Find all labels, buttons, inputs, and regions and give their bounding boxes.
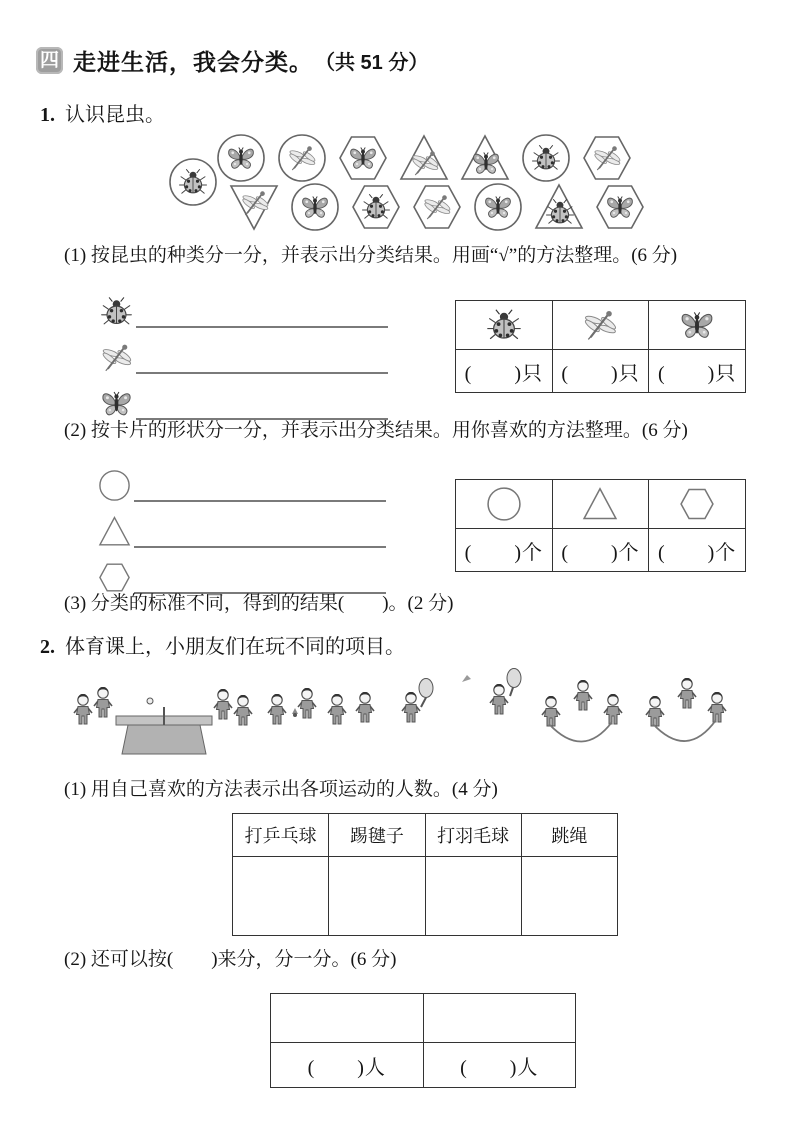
- answer-line-circle: [98, 456, 386, 502]
- shape-count-table: [455, 479, 746, 572]
- header-cell-circle: [456, 480, 553, 529]
- classify-table-empty-row: [271, 994, 576, 1043]
- circle-card-butterfly: [289, 181, 341, 233]
- answer-blank: [134, 454, 386, 502]
- circle-card-ladybug: [167, 156, 219, 208]
- custom-classify-table: [270, 993, 576, 1088]
- q1-part1-answer-lines: [100, 282, 388, 420]
- section-header: [36, 44, 428, 77]
- answer-blank: [134, 500, 386, 548]
- header-cell-butterfly: [649, 301, 746, 350]
- header-cell-triangle: [552, 480, 649, 529]
- ladybug-icon: [486, 307, 522, 343]
- header-cell-hexagon: [649, 480, 746, 529]
- shuttlecock-kick-group: [268, 688, 374, 724]
- header-cell-ladybug: [456, 301, 553, 350]
- circle-card-dragonfly: [276, 132, 328, 184]
- sport-header-pingpong: 打乒乓球: [233, 814, 329, 857]
- answer-blank: [136, 280, 388, 328]
- triangle-icon: [98, 515, 131, 548]
- q2-part1-label: (1) 用自己喜欢的方法表示出各项运动的人数。(4 分): [64, 779, 498, 800]
- insect-count-table: [455, 300, 746, 393]
- question1-title: [40, 98, 165, 127]
- classify-table-count-row: [271, 1043, 576, 1088]
- header-cell-dragonfly: [552, 301, 649, 350]
- q1-part2-answer-lines: [98, 456, 386, 594]
- hexagon-card-ladybug: [350, 181, 402, 233]
- q1-part3-label: (3) 分类的标准不同，得到的结果( )。(2 分): [64, 593, 454, 614]
- answer-blank: [134, 546, 386, 594]
- circle-card-ladybug: [520, 132, 572, 184]
- sport-header-badminton: 打羽毛球: [425, 814, 521, 857]
- section-title: 走进生活，我会分类。: [73, 49, 313, 75]
- circle-icon: [98, 469, 131, 502]
- answer-line-butterfly: [100, 374, 388, 420]
- dragonfly-icon: [100, 341, 133, 374]
- badminton-group: [402, 669, 521, 723]
- triangle-down-card-dragonfly: [228, 181, 280, 233]
- insect-cards-row2: [167, 181, 646, 233]
- section-number-badge: 四: [36, 47, 63, 74]
- triangle-icon: [582, 486, 618, 522]
- insect-cards-row1: [215, 132, 633, 184]
- q1-part2-label: (2) 按卡片的形状分一分，并表示出分类结果。用你喜欢的方法整理。(6 分): [64, 420, 688, 441]
- sport-header-jumprope: 跳绳: [521, 814, 617, 857]
- question1-text: 认识昆虫。: [65, 104, 165, 126]
- ping-pong-group: [74, 687, 252, 754]
- q1-part1-label: (1) 按昆虫的种类分一分，并表示出分类结果。用画“√”的方法整理。(6 分): [64, 245, 678, 266]
- jump-rope-group-a: [542, 680, 622, 742]
- answer-cell: [271, 994, 424, 1043]
- sports-count-table: [232, 813, 618, 936]
- circle-card-butterfly: [215, 132, 267, 184]
- hexagon-card-butterfly: [594, 181, 646, 233]
- answer-line-dragonfly: [100, 328, 388, 374]
- answer-cell: [425, 857, 521, 936]
- circle-icon: [486, 486, 522, 522]
- count-cell-people: ( )人: [423, 1043, 576, 1088]
- answer-line-ladybug: [100, 282, 388, 328]
- triangle-card-ladybug: [533, 181, 585, 233]
- sport-header-shuttlecock: 踢毽子: [329, 814, 425, 857]
- sports-table-header-row: [233, 814, 618, 857]
- question1-number: 1.: [40, 104, 55, 126]
- triangle-card-butterfly: [459, 132, 511, 184]
- section-score: （共 51 分）: [315, 52, 429, 74]
- count-cell: ( )个: [649, 529, 746, 572]
- count-cell: ( )个: [456, 529, 553, 572]
- answer-line-triangle: [98, 502, 386, 548]
- triangle-card-dragonfly: [398, 132, 450, 184]
- answer-cell: [423, 994, 576, 1043]
- butterfly-icon: [679, 307, 715, 343]
- count-cell: ( )只: [552, 350, 649, 393]
- ladybug-icon: [100, 295, 133, 328]
- sports-table-answer-row: [233, 857, 618, 936]
- question2-number: 2.: [40, 636, 55, 658]
- answer-cell: [521, 857, 617, 936]
- hexagon-card-butterfly: [337, 132, 389, 184]
- sports-illustration: [70, 662, 735, 764]
- hexagon-card-dragonfly: [581, 132, 633, 184]
- count-cell: ( )个: [552, 529, 649, 572]
- hexagon-card-dragonfly: [411, 181, 463, 233]
- answer-cell: [233, 857, 329, 936]
- question2-text: 体育课上，小朋友们在玩不同的项目。: [65, 636, 405, 658]
- answer-cell: [329, 857, 425, 936]
- hexagon-icon: [679, 486, 715, 522]
- count-cell-people: ( )人: [271, 1043, 424, 1088]
- circle-card-butterfly: [472, 181, 524, 233]
- answer-blank: [136, 372, 388, 420]
- dragonfly-icon: [582, 307, 618, 343]
- jump-rope-group-b: [646, 678, 726, 741]
- count-cell: ( )只: [649, 350, 746, 393]
- question2-title: [40, 630, 405, 659]
- q2-part2-label: (2) 还可以按( )来分，分一分。(6 分): [64, 949, 397, 970]
- count-cell: ( )只: [456, 350, 553, 393]
- answer-blank: [136, 326, 388, 374]
